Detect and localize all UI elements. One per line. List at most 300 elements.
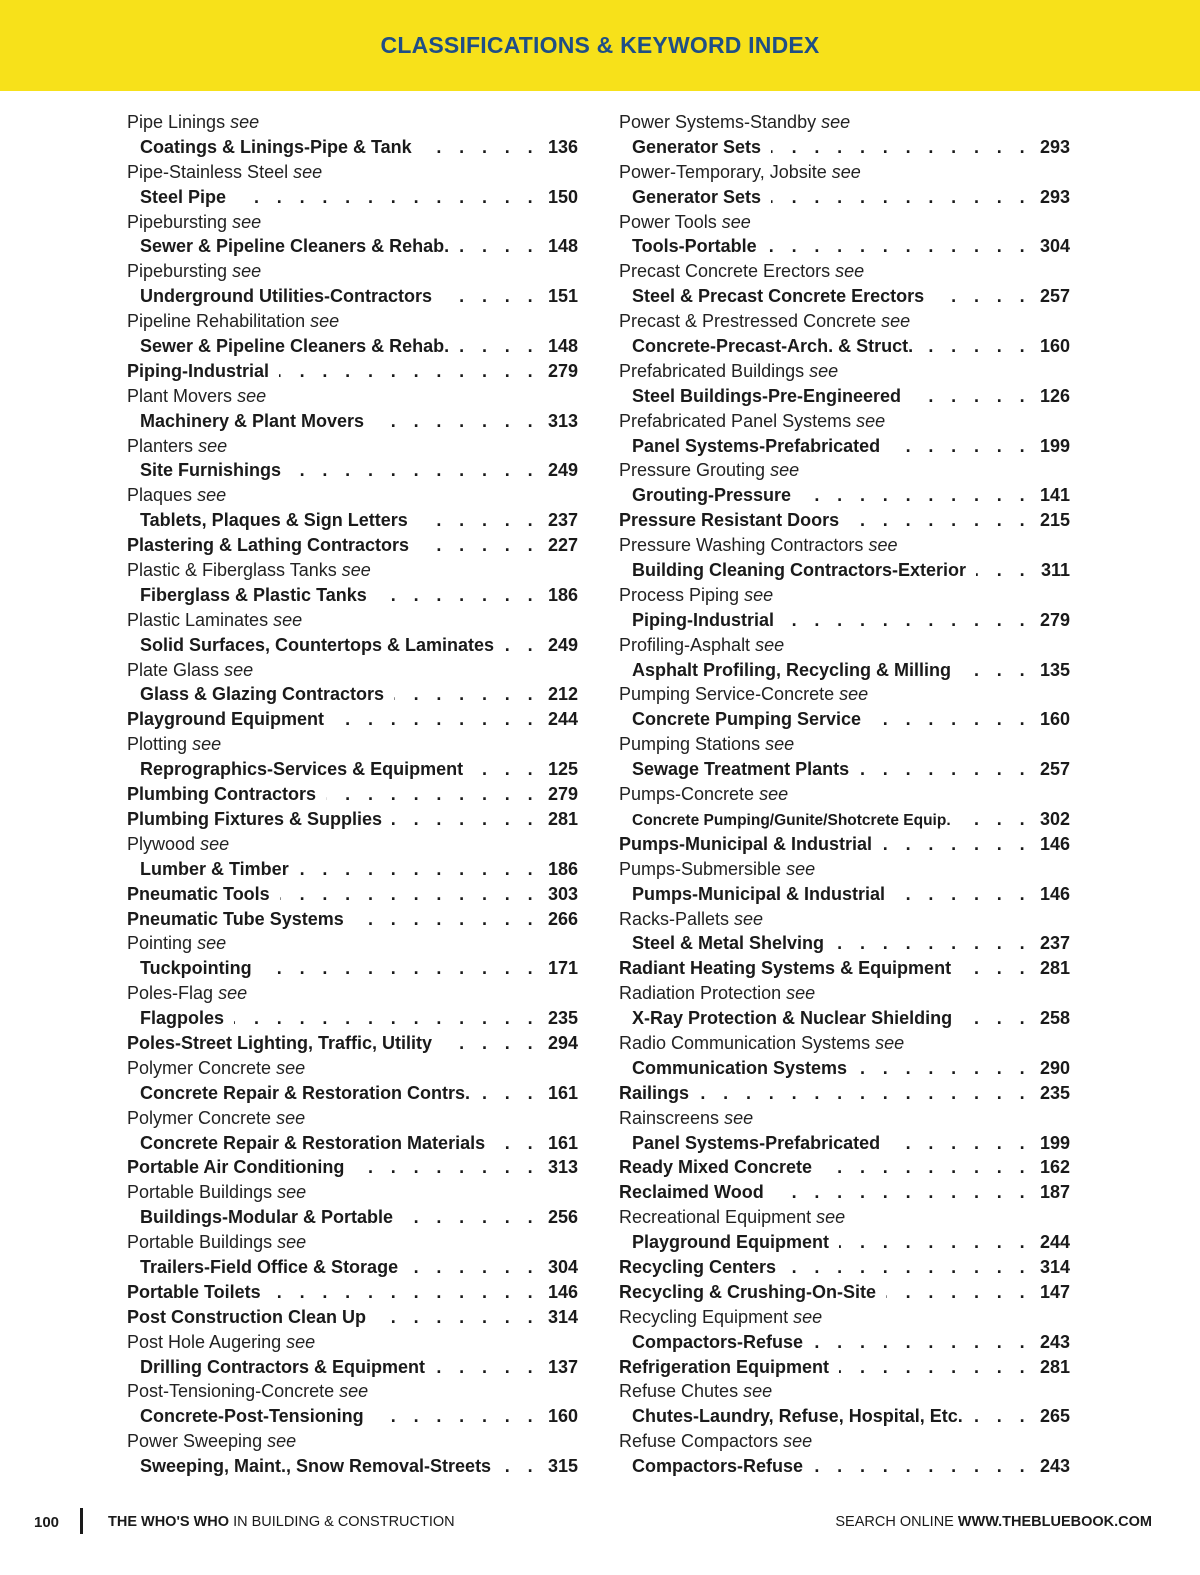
classification-link[interactable]: Buildings-Modular & Portable [140,1207,394,1228]
classification-link[interactable]: Coatings & Linings-Pipe & Tank [140,136,412,157]
see-label: see [293,161,323,182]
see-entry [127,1429,578,1454]
see-entry [127,309,578,334]
dot-leader [962,1006,1031,1031]
cross-reference-entry [127,185,578,210]
classification-entry [619,1255,1070,1280]
classification-link[interactable]: Piping-Industrial [632,609,774,630]
see-entry [619,633,1070,658]
classification-link[interactable]: Poles-Street Lighting, Traffic, Utility [127,1032,433,1053]
dot-leader [890,1131,1031,1156]
classification-link[interactable]: Building Cleaning Contractors-Exterior [632,560,967,581]
classification-link[interactable]: Recycling Centers [619,1256,777,1277]
classification-entry [619,956,1070,981]
see-entry [619,907,1070,932]
classification-link[interactable]: Steel & Metal Shelving [632,933,825,954]
see-entry [127,658,578,683]
page-reference: 302 [1039,808,1070,829]
classification-link[interactable]: Steel Buildings-Pre-Engineered [632,385,902,406]
cross-reference-entry [619,284,1070,309]
classification-link[interactable]: Drilling Contractors & Equipment [140,1356,426,1377]
page-reference: 186 [547,584,578,605]
cross-reference-entry [127,583,578,608]
dot-leader [459,334,539,359]
cross-reference-entry [619,658,1070,683]
classification-link[interactable]: Underground Utilities-Contractors [140,286,433,307]
see-entry [127,732,578,757]
page-footer [0,1500,1200,1540]
cross-reference-entry [127,1255,578,1280]
see-entry [619,1205,1070,1230]
classification-link[interactable]: Reclaimed Wood [619,1182,764,1203]
see-label: see [770,460,800,481]
page-reference: 279 [547,784,578,805]
classification-link[interactable]: Reprographics-Services & Equipment [140,759,464,780]
dot-leader [911,384,1031,409]
classification-link[interactable]: Pneumatic Tube Systems [127,908,344,929]
see-entry [619,160,1070,185]
cross-reference-entry [619,185,1070,210]
classification-link[interactable]: Grouting-Pressure [632,485,792,506]
page-reference: 215 [1039,510,1070,531]
cross-reference-entry [619,334,1070,359]
cross-reference-entry [127,458,578,483]
dot-leader [871,707,1031,732]
page-reference: 257 [1039,286,1070,307]
classification-link[interactable]: Refrigeration Equipment [619,1356,830,1377]
page-reference: 148 [547,236,578,257]
see-entry [127,384,578,409]
classification-link[interactable]: Pressure Resistant Doors [619,510,840,531]
dot-leader [895,882,1031,907]
page-reference: 162 [1039,1157,1070,1178]
see-term: Pumps-Submersible [619,858,782,879]
see-label: see [734,908,764,929]
page-reference: 304 [547,1256,578,1277]
see-term: Power Sweeping [127,1431,263,1452]
page-reference: 281 [1039,1356,1070,1377]
cross-reference-entry [619,1454,1070,1479]
see-label: see [868,535,898,556]
classification-link[interactable]: Chutes-Laundry, Refuse, Hospital, Etc. [632,1406,963,1427]
classification-link[interactable]: Communication Systems [632,1057,848,1078]
see-entry [127,981,578,1006]
cross-reference-entry [127,633,578,658]
classification-link[interactable]: Piping-Industrial [127,360,269,381]
see-label: see [232,211,262,232]
dot-leader [961,658,1031,683]
see-label: see [224,659,254,680]
dot-leader [442,1031,539,1056]
classification-link[interactable]: Radiant Heating Systems & Equipment [619,958,952,979]
page-reference: 315 [547,1456,578,1477]
index-column-left [127,110,578,1479]
page-reference: 281 [547,808,578,829]
page-reference: 311 [1040,560,1070,581]
classification-link[interactable]: Sweeping, Maint., Snow Removal-Streets [140,1456,492,1477]
see-label: see [277,1182,307,1203]
see-term: Post Hole Augering [127,1331,282,1352]
cross-reference-entry [619,234,1070,259]
classification-link[interactable]: X-Ray Protection & Nuclear Shielding [632,1008,953,1029]
classification-link[interactable]: Lumber & Timber [140,858,289,879]
cross-reference-entry [127,956,578,981]
see-entry [127,210,578,235]
see-label: see [200,833,230,854]
dot-leader [501,1454,539,1479]
classification-link[interactable]: Plumbing Fixtures & Supplies [127,808,383,829]
dot-leader [377,583,539,608]
cross-reference-entry [619,483,1070,508]
page-reference: 237 [547,510,578,531]
dot-leader [234,1006,539,1031]
cross-reference-entry [619,1006,1070,1031]
page-reference: 249 [547,460,578,481]
see-label: see [721,211,751,232]
cross-reference-entry [127,757,578,782]
see-entry [127,1230,578,1255]
see-entry [127,832,578,857]
page-reference: 125 [547,759,578,780]
see-label: see [783,1431,813,1452]
classification-link[interactable]: Sewage Treatment Plants [632,759,850,780]
see-label: see [755,634,785,655]
dot-leader [495,1131,539,1156]
classification-entry [619,508,1070,533]
classification-link[interactable]: Playground Equipment [127,709,325,730]
see-entry [619,533,1070,558]
classification-link[interactable]: Steel & Precast Concrete Erectors [632,286,925,307]
classification-entry [127,807,578,832]
see-label: see [192,734,222,755]
page-reference: 126 [1039,385,1070,406]
cross-reference-entry [127,682,578,707]
dot-leader [418,508,539,533]
page-reference: 160 [547,1406,578,1427]
dot-leader [459,234,539,259]
see-entry [619,1106,1070,1131]
classification-entry [127,1031,578,1056]
see-entry [619,1379,1070,1404]
classification-link[interactable]: Steel Pipe [140,186,227,207]
see-term: Pumping Service-Concrete [619,684,835,705]
see-entry [619,732,1070,757]
dot-leader [882,832,1031,857]
classification-link[interactable]: Generator Sets [632,136,762,157]
classification-link[interactable]: Fiberglass & Plastic Tanks [140,584,367,605]
page-reference: 313 [547,410,578,431]
see-term: Refuse Chutes [619,1381,739,1402]
classification-entry [127,359,578,384]
see-label: see [310,311,340,332]
classification-link[interactable]: Trailers-Field Office & Storage [140,1256,399,1277]
see-entry [619,682,1070,707]
dot-leader [299,857,539,882]
page-title: CLASSIFICATIONS & KEYWORD INDEX [380,32,820,58]
classification-link[interactable]: Generator Sets [632,186,762,207]
page-reference: 258 [1039,1008,1070,1029]
see-term: Plaques [127,485,193,506]
classification-link[interactable]: Pumps-Municipal & Industrial [632,883,886,904]
cross-reference-entry [619,608,1070,633]
see-label: see [786,983,816,1004]
dot-leader [771,185,1031,210]
see-entry [127,1106,578,1131]
see-label: see [839,684,869,705]
cross-reference-entry [619,707,1070,732]
dot-leader [786,1255,1031,1280]
page-reference: 171 [547,958,578,979]
classification-link[interactable]: Sewer & Pipeline Cleaners & Rehab. [140,236,450,257]
publication-name-rest: IN BUILDING & CONSTRUCTION [229,1514,455,1530]
see-term: Radio Communication Systems [619,1032,871,1053]
see-label: see [765,734,795,755]
classification-link[interactable]: Pneumatic Tools [127,883,270,904]
see-term: Plywood [127,833,196,854]
classification-entry [127,1155,578,1180]
page-reference: 212 [547,684,578,705]
see-label: see [835,261,865,282]
dot-leader [973,1404,1031,1429]
see-term: Pressure Washing Contractors [619,535,864,556]
cross-reference-entry [619,882,1070,907]
page-reference: 249 [547,634,578,655]
page-reference: 160 [1039,336,1070,357]
page-reference: 294 [547,1032,578,1053]
classification-link[interactable]: Tuckpointing [140,958,252,979]
see-label: see [786,858,816,879]
classification-link[interactable]: Panel Systems-Prefabricated [632,1132,881,1153]
dot-leader [784,608,1031,633]
classification-link[interactable]: Concrete-Precast-Arch. & Struct. [632,336,914,357]
see-label: see [875,1032,905,1053]
classification-link[interactable]: Concrete Pumping Service [632,709,862,730]
see-term: Planters [127,435,194,456]
page-reference: 146 [1039,833,1070,854]
cross-reference-entry [619,1330,1070,1355]
classification-link[interactable]: Plastering & Lathing Contractors [127,535,410,556]
dot-leader [374,1404,539,1429]
see-term: Pipe Linings [127,112,226,132]
cross-reference-entry [127,857,578,882]
classification-link[interactable]: Machinery & Plant Movers [140,410,365,431]
see-entry [619,857,1070,882]
header-banner [0,0,1200,91]
classification-link[interactable]: Site Furnishings [140,460,282,481]
dot-leader [422,135,539,160]
classification-link[interactable]: Tablets, Plaques & Sign Letters [140,510,408,531]
dot-leader [834,931,1031,956]
classification-entry [127,1305,578,1330]
dot-leader [699,1081,1031,1106]
page-reference: 256 [547,1207,578,1228]
dot-leader [280,882,539,907]
see-label: see [881,311,911,332]
see-term: Post-Tensioning-Concrete [127,1381,335,1402]
see-term: Pipebursting [127,261,228,282]
classification-entry [127,782,578,807]
classification-link[interactable]: Solid Surfaces, Countertops & Laminates [140,634,495,655]
cross-reference-entry [127,1006,578,1031]
cross-reference-entry [619,558,1070,583]
see-entry [619,259,1070,284]
dot-leader [822,1155,1031,1180]
dot-leader [291,458,539,483]
classification-link[interactable]: Portable Toilets [127,1281,261,1302]
dot-leader [279,359,539,384]
see-term: Process Piping [619,584,740,605]
page-reference: 279 [547,360,578,381]
cross-reference-entry [127,508,578,533]
page-reference: 235 [547,1008,578,1029]
see-label: see [197,485,227,506]
see-label: see [743,1381,773,1402]
dot-leader [419,533,539,558]
dot-leader [236,185,539,210]
see-entry [127,483,578,508]
page-reference: 141 [1039,485,1070,506]
dot-leader [334,707,539,732]
see-entry [127,558,578,583]
page-reference: 314 [1039,1256,1070,1277]
dot-leader [354,907,539,932]
see-entry [619,210,1070,235]
dot-leader [886,1280,1031,1305]
see-entry [127,1379,578,1404]
see-label: see [197,933,227,954]
search-prefix: SEARCH ONLINE [835,1514,958,1530]
page-reference: 243 [1039,1456,1070,1477]
dot-leader [934,284,1031,309]
classification-link[interactable]: Playground Equipment [632,1232,830,1253]
see-term: Refuse Compactors [619,1431,779,1452]
see-term: Portable Buildings [127,1182,273,1203]
see-term: Pipeline Rehabilitation [127,311,306,332]
classification-entry [127,707,578,732]
page-reference: 257 [1039,759,1070,780]
see-term: Portable Buildings [127,1232,273,1253]
publication-name [108,1514,455,1530]
classification-link[interactable]: Concrete Repair & Restoration Materials [140,1132,486,1153]
classification-link[interactable]: Sewer & Pipeline Cleaners & Rehab. [140,336,450,357]
page-reference: 136 [547,136,578,157]
classification-entry [127,1280,578,1305]
cross-reference-entry [127,334,578,359]
see-label: see [341,560,371,581]
see-term: Polymer Concrete [127,1057,272,1078]
see-entry [619,1305,1070,1330]
see-term: Plastic & Fiberglass Tanks [127,560,337,581]
dot-leader [442,284,539,309]
see-entry [619,309,1070,334]
cross-reference-entry [127,1355,578,1380]
see-label: see [267,1431,297,1452]
see-label: see [232,261,262,282]
dot-leader [961,956,1031,981]
dot-leader [376,1305,539,1330]
see-entry [619,583,1070,608]
see-term: Power Systems-Standby [619,112,817,132]
classification-link[interactable]: Concrete-Post-Tensioning [140,1406,364,1427]
dot-leader [394,682,539,707]
search-url-link[interactable]: WWW.THEBLUEBOOK.COM [957,1514,1152,1530]
classification-link[interactable]: Glass & Glazing Contractors [140,684,385,705]
dot-leader [961,807,1031,832]
page-reference: 161 [547,1082,578,1103]
dot-leader [771,135,1031,160]
page-reference: 244 [547,709,578,730]
classification-entry [619,1180,1070,1205]
classification-link[interactable]: Plumbing Contractors [127,784,317,805]
see-term: Precast Concrete Erectors [619,261,831,282]
dot-leader [976,558,1031,583]
see-label: see [339,1381,369,1402]
page-reference: 187 [1039,1182,1070,1203]
classification-link[interactable]: Asphalt Profiling, Recycling & Milling [632,659,952,680]
cross-reference-entry [127,1081,578,1106]
classification-link[interactable]: Flagpoles [140,1008,225,1029]
classification-link[interactable]: Portable Air Conditioning [127,1157,345,1178]
classification-link[interactable]: Concrete Pumping/Gunite/Shotcrete Equip. [632,811,951,829]
see-label: see [831,161,861,182]
dot-leader [890,434,1031,459]
classification-link[interactable]: Ready Mixed Concrete [619,1157,813,1178]
see-term: Plotting [127,734,188,755]
dot-leader [767,234,1031,259]
classification-link[interactable]: Panel Systems-Prefabricated [632,435,881,456]
dot-leader [813,1454,1031,1479]
classification-link[interactable]: Pumps-Municipal & Industrial [619,833,873,854]
classification-link[interactable]: Compactors-Refuse [632,1456,804,1477]
see-term: Pumps-Concrete [619,784,755,805]
see-entry [127,608,578,633]
dot-leader [435,1355,539,1380]
classification-link[interactable]: Recycling & Crushing-On-Site [619,1281,877,1302]
see-entry [619,110,1070,135]
page-reference: 146 [1039,883,1070,904]
page-reference: 303 [547,883,578,904]
dot-leader [839,1230,1031,1255]
classification-link[interactable]: Concrete Repair & Restoration Contrs. [140,1082,471,1103]
classification-link[interactable]: Railings [619,1082,690,1103]
see-term: Plate Glass [127,659,220,680]
classification-link[interactable]: Post Construction Clean Up [127,1306,367,1327]
see-term: Plant Movers [127,385,233,406]
dot-leader [774,1180,1031,1205]
see-label: see [198,435,228,456]
page-reference: 266 [547,908,578,929]
dot-leader [262,956,539,981]
classification-entry [619,1280,1070,1305]
dot-leader [354,1155,539,1180]
cross-reference-entry [619,807,1070,832]
classification-link[interactable]: Compactors-Refuse [632,1331,804,1352]
page-reference: 161 [547,1132,578,1153]
cross-reference-entry [127,135,578,160]
classification-link[interactable]: Tools-Portable [632,236,757,257]
page-reference: 135 [1039,659,1070,680]
page-reference: 148 [547,336,578,357]
dot-leader [923,334,1031,359]
see-entry [619,981,1070,1006]
see-label: see [856,410,886,431]
see-label: see [218,983,248,1004]
see-term: Rainscreens [619,1107,720,1128]
page-reference: 137 [547,1356,578,1377]
cross-reference-entry [127,234,578,259]
cross-reference-entry [619,384,1070,409]
page-reference: 237 [1039,933,1070,954]
